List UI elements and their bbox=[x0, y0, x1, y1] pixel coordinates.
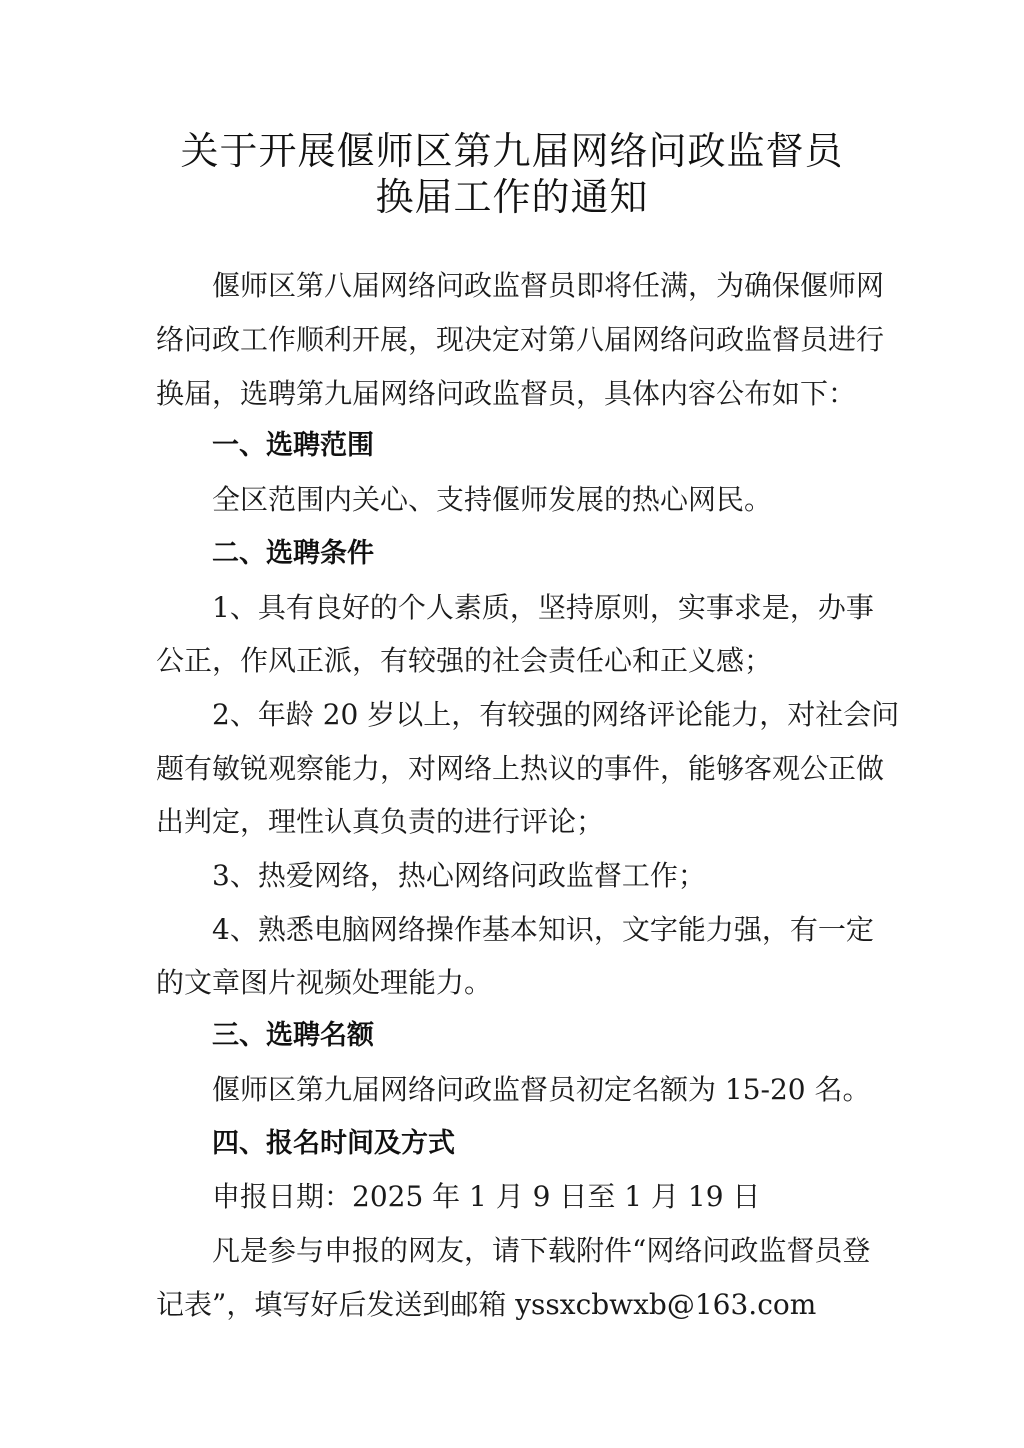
section-1-heading: 一、选聘范围 bbox=[212, 430, 374, 461]
application-method-line-1: 凡是参与申报的网友，请下载附件“网络问政监督员登 bbox=[212, 1234, 871, 1267]
condition-1-line-1: 1、具有良好的个人素质，坚持原则，实事求是，办事 bbox=[212, 591, 874, 624]
intro-line-1: 偃师区第八届网络问政监督员即将任满，为确保偃师网 bbox=[212, 269, 885, 302]
application-date: 申报日期：2025 年 1 月 9 日至 1 月 19 日 bbox=[212, 1180, 761, 1213]
condition-1-line-2: 公正，作风正派，有较强的社会责任心和正义感； bbox=[156, 644, 773, 677]
condition-4-line-2: 的文章图片视频处理能力。 bbox=[156, 966, 493, 999]
section-4-heading: 四、报名时间及方式 bbox=[212, 1128, 455, 1159]
section-3-text: 偃师区第九届网络问政监督员初定名额为 15-20 名。 bbox=[212, 1073, 871, 1106]
section-3-heading: 三、选聘名额 bbox=[212, 1020, 374, 1051]
condition-2-line-2: 题有敏锐观察能力，对网络上热议的事件，能够客观公正做 bbox=[156, 752, 885, 785]
condition-2-line-3: 出判定，理性认真负责的进行评论； bbox=[156, 805, 605, 838]
document-title-line-2: 换届工作的通知 bbox=[375, 175, 649, 219]
condition-2-line-1: 2、年龄 20 岁以上，有较强的网络评论能力，对社会问 bbox=[212, 698, 900, 731]
section-2-heading: 二、选聘条件 bbox=[212, 538, 374, 569]
condition-4-line-1: 4、熟悉电脑网络操作基本知识，文字能力强，有一定 bbox=[212, 913, 874, 946]
section-1-text: 全区范围内关心、支持偃师发展的热心网民。 bbox=[212, 483, 773, 516]
intro-line-3: 换届，选聘第九届网络问政监督员，具体内容公布如下： bbox=[156, 377, 857, 410]
document-title-line-1: 关于开展偃师区第九届网络问政监督员 bbox=[180, 129, 844, 173]
condition-3: 3、热爱网络，热心网络问政监督工作； bbox=[212, 859, 706, 892]
application-method-line-2: 记表”，填写好后发送到邮箱 yssxcbwxb@163.com bbox=[156, 1288, 817, 1321]
intro-line-2: 络问政工作顺利开展，现决定对第八届网络问政监督员进行 bbox=[156, 323, 885, 356]
